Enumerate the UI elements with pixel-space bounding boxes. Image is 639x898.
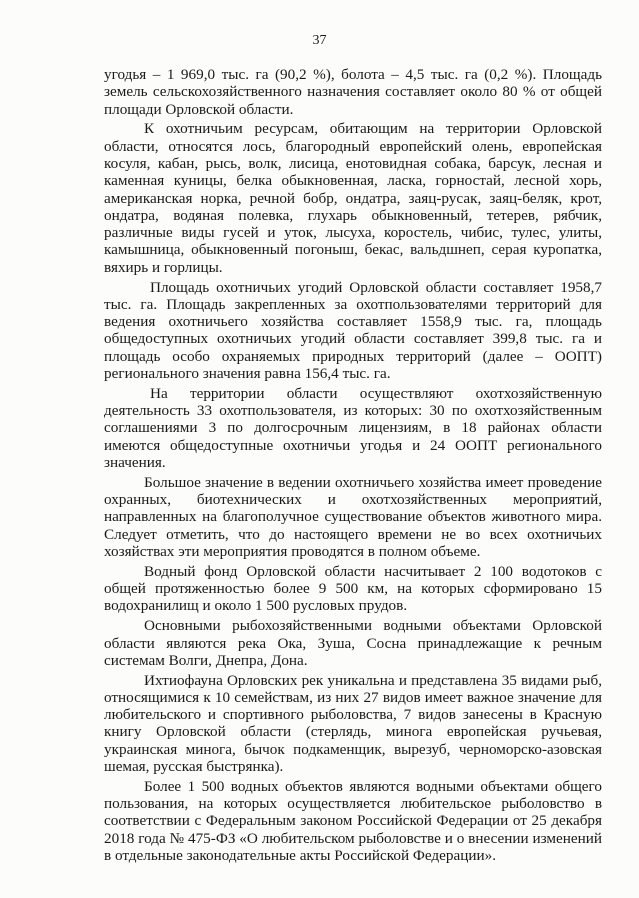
paragraph-land-use: угодья – 1 969,0 тыс. га (90,2 %), болота – 4,5 тыс. га (0,2 %). Площадь земель сельскохозяйственного назначения составляет около 80 % от общей площади Орловской области. xyxy=(104,66,602,118)
page-number: 37 xyxy=(312,33,327,48)
paragraph-amateur-fishing: Более 1 500 водных объектов являются водными объектами общего пользования, на которых осуществляется любительское рыболовство в соответствии с Федеральным законом Российской Федерации от 25 декабря 2018 года № 475-ФЗ «О любительском рыболовстве и о внесении изменений в отдельные законодательные акты Российской Федерации». xyxy=(104,777,602,865)
paragraph-fishery-water-bodies: Основными рыбохозяйственными водными объектами Орловской области являются река Ока, Зуша, Сосна принадлежащие к речным системам Волги, Днепра, Дона. xyxy=(104,617,602,669)
paragraph-hunting-resources: К охотничьим ресурсам, обитающим на территории Орловской области, относятся лось, благородный европейский олень, европейская косуля, кабан, рысь, волк, лисица, енотовидная собака, барсук, лесная и каменная куницы, белка обыкновенная, ласка, горностай, лесной хорь, американская норка, речной бобр, ондатра, заяц-русак, заяц-беляк, крот, ондатра, водяная полевка, глухарь обыкновенный, тетерев, рябчик, различные виды гусей и уток, лысуха, коростель, чибис, тулес, улиты, камышница, обыкновенный погоныш, бекас, вальдшнеп, серая куропатка, вяхирь и горлицы. xyxy=(104,120,602,276)
paragraph-hunting-users: На территории области осуществляют охотхозяйственную деятельность 33 охотпользователя, из которых: 30 по охотхозяйственным соглашениями 3 по долгосрочным лицензиям, в 18 районах области имеются общедоступные охотничьи угодья и 24 ООПТ регионального значения. xyxy=(104,384,602,472)
paragraph-water-fund: Водный фонд Орловской области насчитывает 2 100 водотоков с общей протяженностью более 9 500 км, на которых сформировано 15 водохранилищ и около 1 500 русловых прудов. xyxy=(104,562,602,615)
paragraph-ichthyofauna: Ихтиофауна Орловских рек уникальна и представлена 35 видами рыб, относящимися к 10 семействам, из них 27 видов имеет важное значение для любительского и спортивного рыболовства, 7 видов занесены в Красную книгу Орловской области (стерлядь, минога европейская ручьевая, украинская минога, бычок подкаменщик, вырезуб, черноморско-азовская шемая, русская быстрянка). xyxy=(104,671,602,776)
paragraph-protection-measures: Большое значение в ведении охотничьего хозяйства имеет проведение охранных, биотехнических и охотхозяйственных мероприятий, направленных на благополучное существование объектов животного мира. Следует отметить, что до настоящего времени не во всех охотничьих хозяйствах эти мероприятия проводятся в полном объеме. xyxy=(104,473,602,561)
body-text xyxy=(104,66,602,867)
paragraph-hunting-grounds-area: Площадь охотничьих угодий Орловской области составляет 1958,7 тыс. га. Площадь закрепленных за охотпользователями территорий для ведения охотничьего хозяйства составляет 1558,9 тыс. га, площадь общедоступных охотничьих угодий области составляет 399,8 тыс. га и площадь особо охраняемых природных территорий (далее – ООПТ) регионального значения равна 156,4 тыс. га. xyxy=(104,278,602,383)
